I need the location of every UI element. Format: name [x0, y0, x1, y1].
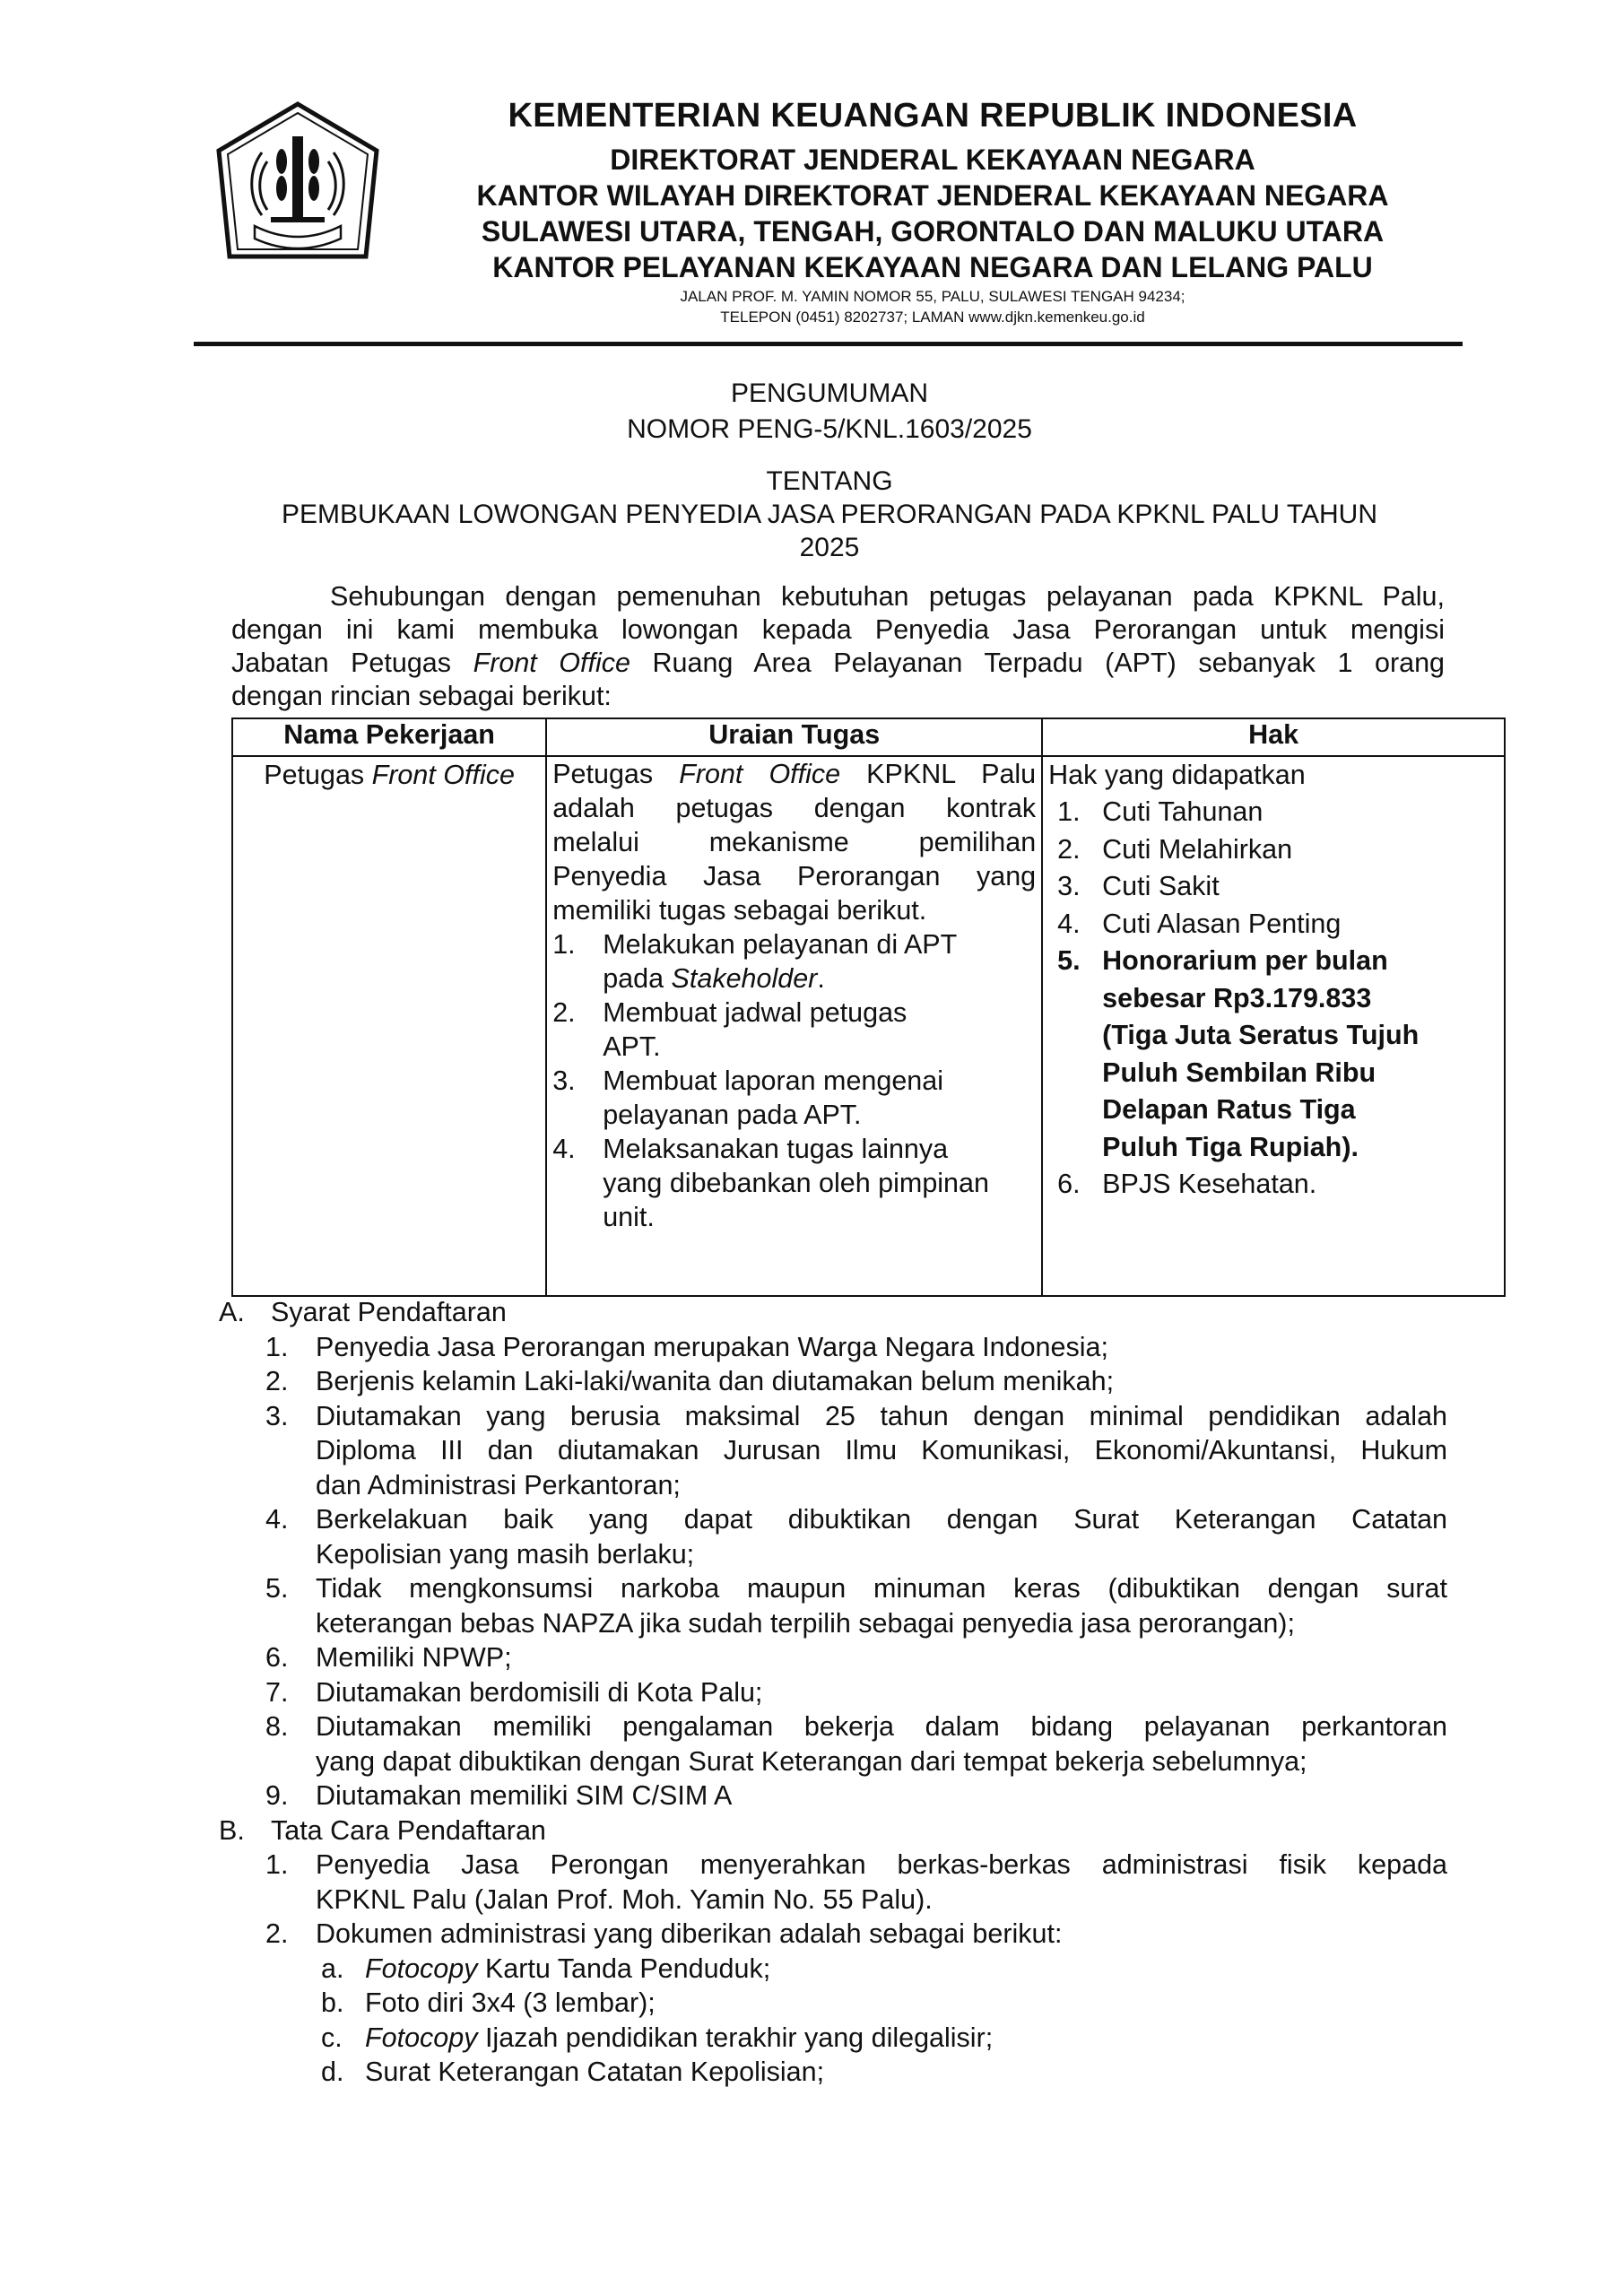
- announcement-heading: PENGUMUMAN: [730, 378, 928, 408]
- announcement-subject-line1: PEMBUKAAN LOWONGAN PENYEDIA JASA PERORANGAN PADA KPKNL PALU TAHUN: [282, 500, 1377, 529]
- column-header: Nama Pekerjaan: [232, 718, 546, 756]
- document-item: c. Fotocopy Ijazah pendidikan terakhir yang dilegalisir;: [321, 2022, 994, 2053]
- list-item: 2. Membuat jadwal petugas APT.: [552, 997, 908, 1062]
- column-header: Hak: [1042, 718, 1505, 756]
- list-item: 1. Cuti Tahunan: [1057, 796, 1264, 827]
- announcement-about: TENTANG: [766, 466, 893, 496]
- task-list: [552, 927, 1036, 1234]
- list-item: 8. Diutamakan memiliki pengalaman bekerja dalam bidang pelayanan perkantoran yang dapat dibuktikan dengan Surat Keterangan dari tempat bekerja sebelumnya;: [265, 1711, 1447, 1777]
- list-item: 6. BPJS Kesehatan.: [1057, 1169, 1317, 1199]
- region-name: SULAWESI UTARA, TENGAH, GORONTALO DAN MALUKU UTARA: [481, 215, 1385, 248]
- ministry-logo-icon: [208, 99, 387, 278]
- list-item: 1. Melakukan pelayanan di APT pada Stakeholder.: [552, 929, 958, 994]
- rights-list: [1048, 794, 1498, 1204]
- list-item: 2. Dokumen administrasi yang diberikan adalah sebagai berikut:: [265, 1918, 1063, 1949]
- list-item: 3. Cuti Sakit: [1057, 871, 1220, 901]
- document-item: d. Surat Keterangan Catatan Kepolisian;: [321, 2057, 825, 2087]
- list-item: 4. Berkelakuan baik yang dapat dibuktikan dengan Surat Keterangan Catatan Kepolisian yang masih berlaku;: [265, 1504, 1447, 1570]
- section-requirements: [219, 1295, 1447, 2090]
- section-heading: A. Syarat Pendaftaran: [219, 1297, 507, 1327]
- list-item: 3. Membuat laporan mengenai pelayanan pada APT.: [552, 1065, 944, 1130]
- list-item: 5. Tidak mengkonsumsi narkoba maupun minuman keras (dibuktikan dengan surat keterangan bebas NAPZA jika sudah terpilih sebagai penyedia jasa perorangan);: [265, 1573, 1447, 1639]
- job-description-cell: Petugas Front Office KPKNL Palu adalah petugas dengan kontrak melalui mekanisme pemilihan Penyedia Jasa Perorangan yang memiliki tugas sebagai berikut. 1. Melakukan pelayanan di APT pada Stakeholder. 2. Membuat jadwal petugas APT. 3. Membuat laporan mengenai pelayanan pada APT. 4. Melaksanakan tugas lainnya yang dibebankan oleh pimpinan unit.: [546, 756, 1042, 1296]
- list-item: 1. Penyedia Jasa Perongan menyerahkan berkas-berkas administrasi fisik kepada KPKNL Palu (Jalan Prof. Moh. Yamin No. 55 Palu).: [265, 1849, 1447, 1915]
- list-item: 2. Cuti Melahirkan: [1057, 833, 1293, 865]
- regional-office-name: KANTOR WILAYAH DIREKTORAT JENDERAL KEKAYAAN NEGARA: [476, 179, 1389, 212]
- ministry-name: KEMENTERIAN KEUANGAN REPUBLIK INDONESIA: [508, 97, 1358, 135]
- table-header-row: [232, 718, 1505, 756]
- letterhead-divider: [194, 342, 1463, 346]
- intro-paragraph: [231, 580, 1445, 713]
- table-row: [232, 756, 1505, 1296]
- list-item: 6. Memiliki NPWP;: [265, 1642, 512, 1673]
- intro-line: Jabatan Petugas Front Office Ruang Area Pelayanan Terpadu (APT) sebanyak 1 orang: [231, 648, 1445, 678]
- column-header: Uraian Tugas: [546, 718, 1042, 756]
- office-address: JALAN PROF. M. YAMIN NOMOR 55, PALU, SULAWESI TENGAH 94234;: [680, 288, 1185, 305]
- rights-intro: Hak yang didapatkan: [1048, 760, 1306, 790]
- rights-cell: [1042, 756, 1505, 1296]
- list-item: 4. Melaksanakan tugas lainnya yang dibebankan oleh pimpinan unit.: [552, 1134, 989, 1232]
- list-item: 7. Diutamakan berdomisili di Kota Palu;: [265, 1676, 763, 1708]
- section-heading: B. Tata Cara Pendaftaran: [219, 1814, 546, 1846]
- list-item: 9. Diutamakan memiliki SIM C/SIM A: [265, 1780, 733, 1811]
- list-item: 3. Diutamakan yang berusia maksimal 25 tahun dengan minimal pendidikan adalah Diploma III dan diutamakan Jurusan Ilmu Komunikasi, Ekonomi/Akuntansi, Hukum dan Administrasi Perkantoran;: [265, 1400, 1447, 1500]
- list-item: 1. Penyedia Jasa Perorangan merupakan Warga Negara Indonesia;: [265, 1331, 1108, 1362]
- directorate-name: DIREKTORAT JENDERAL KEKAYAAN NEGARA: [610, 144, 1255, 176]
- job-table: [231, 718, 1506, 1297]
- honorarium-item: 5. Honorarium per bulan sebesar Rp3.179.833 (Tiga Juta Seratus Tujuh Puluh Sembilan Ribu Delapan Ratus Tiga Puluh Tiga Rupiah).: [1057, 945, 1420, 1162]
- intro-line: dengan ini kami membuka lowongan kepada Penyedia Jasa Perorangan untuk mengisi: [231, 614, 1445, 645]
- announcement-subject-line2: 2025: [799, 533, 860, 562]
- document-item: a. Fotocopy Kartu Tanda Penduduk;: [321, 1952, 771, 1984]
- list-item: 2. Berjenis kelamin Laki-laki/wanita dan diutamakan belum menikah;: [265, 1366, 1115, 1396]
- document-item: b. Foto diri 3x4 (3 lembar);: [321, 1987, 656, 2018]
- intro-line: Sehubungan dengan pemenuhan kebutuhan petugas pelayanan pada KPKNL Palu,: [330, 581, 1445, 612]
- job-name-cell: Petugas Front Office: [232, 756, 546, 1296]
- list-item: 4. Cuti Alasan Penting: [1057, 908, 1342, 939]
- intro-line: dengan rincian sebagai berikut:: [231, 681, 612, 711]
- office-name: KANTOR PELAYANAN KEKAYAAN NEGARA DAN LELANG PALU: [492, 251, 1373, 283]
- office-contact: TELEPON (0451) 8202737; LAMAN www.djkn.kemenkeu.go.id: [720, 309, 1145, 326]
- announcement-number: NOMOR PENG-5/KNL.1603/2025: [627, 414, 1032, 444]
